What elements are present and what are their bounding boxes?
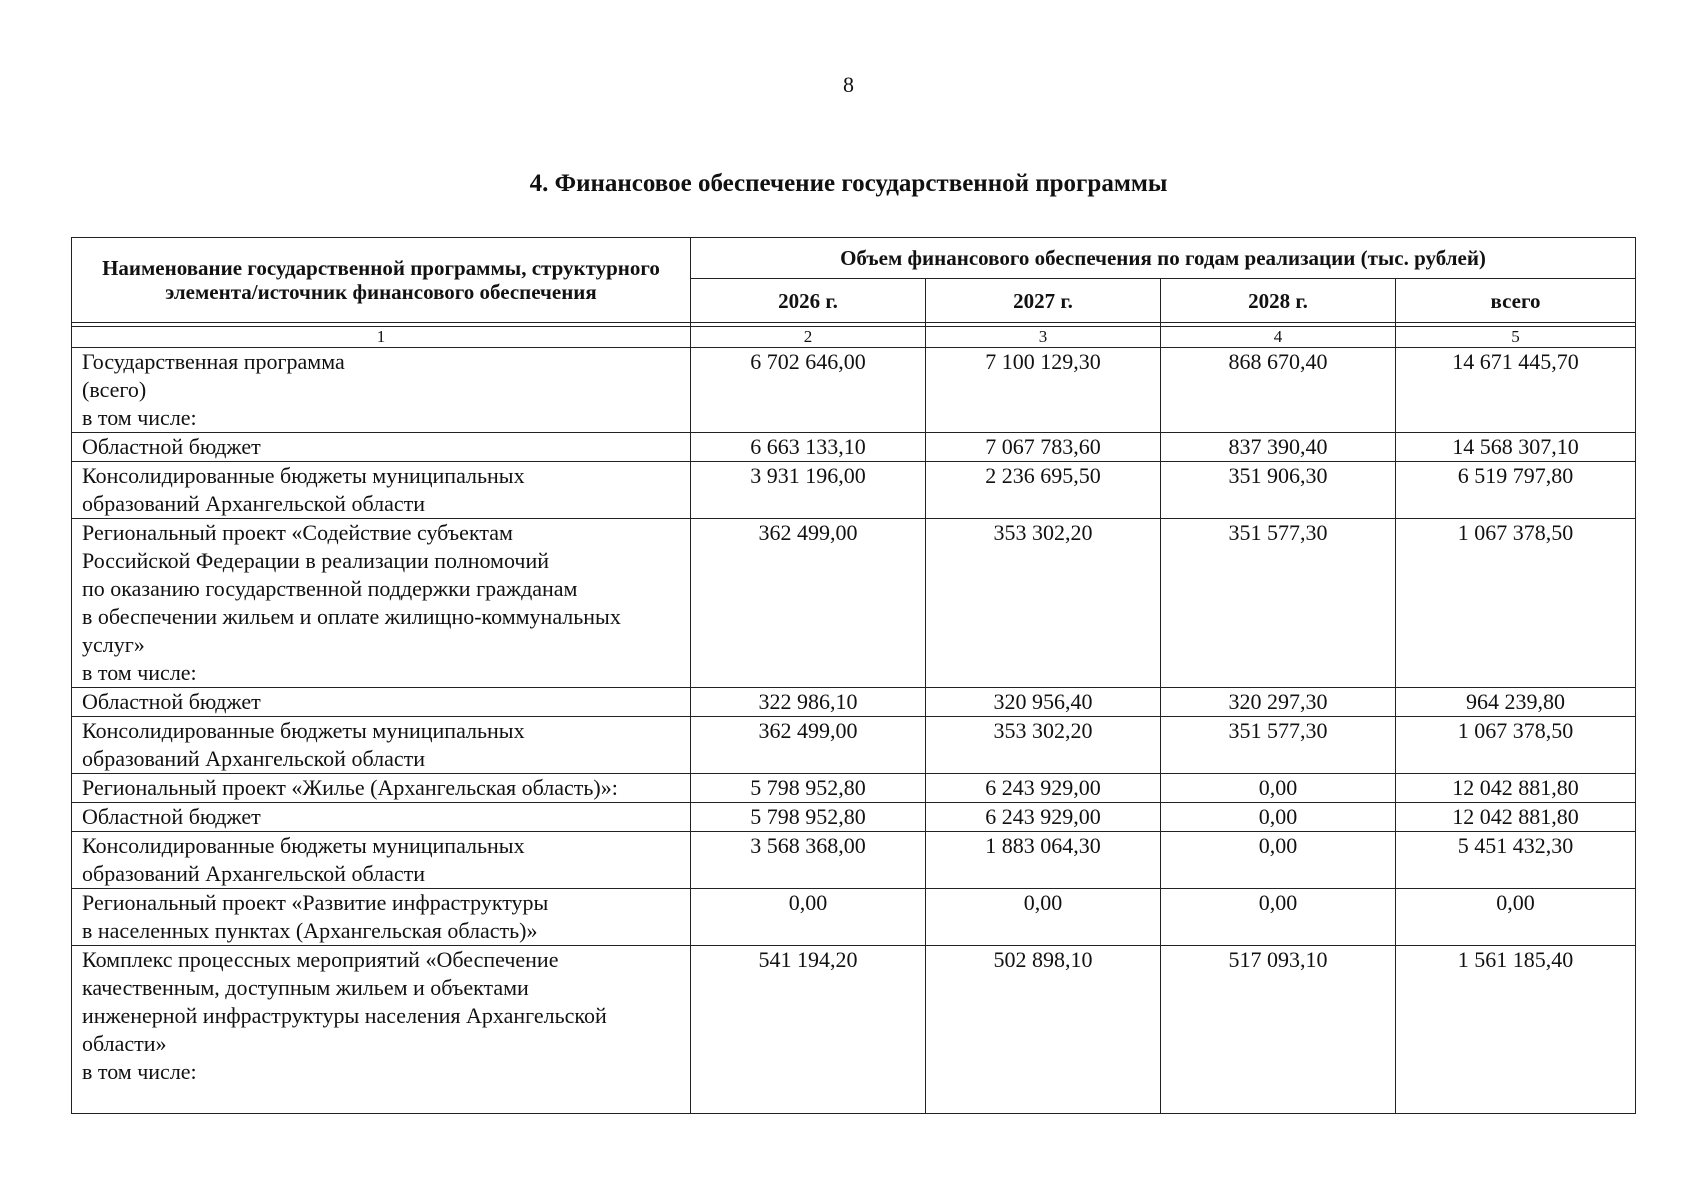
row-name: Региональный проект «Развитие инфраструктуры в населенных пунктах (Архангельская область)» — [72, 889, 691, 946]
value-total: 14 671 445,70 — [1396, 348, 1636, 433]
row-name: Консолидированные бюджеты муниципальных образований Архангельской области — [72, 462, 691, 519]
value-2026: 5 798 952,80 — [691, 774, 926, 803]
row-name: Консолидированные бюджеты муниципальных образований Архангельской области — [72, 717, 691, 774]
column-number: 5 — [1396, 327, 1636, 348]
row-name: Областной бюджет — [72, 803, 691, 832]
value-2028: 0,00 — [1161, 774, 1396, 803]
value-2028: 0,00 — [1161, 803, 1396, 832]
value-2028: 837 390,40 — [1161, 433, 1396, 462]
value-2027: 2 236 695,50 — [926, 462, 1161, 519]
value-2028: 0,00 — [1161, 889, 1396, 946]
value-2027: 353 302,20 — [926, 519, 1161, 688]
value-2026: 0,00 — [691, 889, 926, 946]
value-2026: 362 499,00 — [691, 519, 926, 688]
table-row — [72, 774, 1636, 803]
value-2027: 6 243 929,00 — [926, 774, 1161, 803]
value-2026: 3 931 196,00 — [691, 462, 926, 519]
value-2028: 351 906,30 — [1161, 462, 1396, 519]
value-2027: 320 956,40 — [926, 688, 1161, 717]
table-row — [72, 348, 1636, 433]
value-2026: 3 568 368,00 — [691, 832, 926, 889]
value-2026: 541 194,20 — [691, 946, 926, 1114]
financing-table — [71, 237, 1636, 1114]
section-title: 4. Финансовое обеспечение государственной программы — [529, 170, 1168, 197]
value-2027: 1 883 064,30 — [926, 832, 1161, 889]
header-name-column: Наименование государственной программы, структурного элемента/источник финансового обеспечения — [72, 238, 691, 323]
value-total: 12 042 881,80 — [1396, 774, 1636, 803]
row-name: Консолидированные бюджеты муниципальных образований Архангельской области — [72, 832, 691, 889]
table-row — [72, 803, 1636, 832]
row-name: Региональный проект «Содействие субъектам Российской Федерации в реализации полномочий по оказанию государственной поддержки гражданам в обеспечении жильем и оплате жилищно-коммунальных услуг» в том числе: — [72, 519, 691, 688]
table-row — [72, 946, 1636, 1114]
table-row — [72, 832, 1636, 889]
value-total: 964 239,80 — [1396, 688, 1636, 717]
value-2026: 6 702 646,00 — [691, 348, 926, 433]
value-2026: 6 663 133,10 — [691, 433, 926, 462]
value-2027: 6 243 929,00 — [926, 803, 1161, 832]
row-name: Государственная программа (всего) в том числе: — [72, 348, 691, 433]
value-2027: 7 067 783,60 — [926, 433, 1161, 462]
value-2028: 0,00 — [1161, 832, 1396, 889]
table-row — [72, 889, 1636, 946]
value-2027: 7 100 129,30 — [926, 348, 1161, 433]
value-total: 14 568 307,10 — [1396, 433, 1636, 462]
value-2027: 502 898,10 — [926, 946, 1161, 1114]
column-number: 2 — [691, 327, 926, 348]
header-volume-column: Объем финансового обеспечения по годам реализации (тыс. рублей) — [691, 238, 1636, 279]
value-total: 12 042 881,80 — [1396, 803, 1636, 832]
value-2026: 362 499,00 — [691, 717, 926, 774]
column-number: 1 — [72, 327, 691, 348]
value-2027: 353 302,20 — [926, 717, 1161, 774]
value-total: 6 519 797,80 — [1396, 462, 1636, 519]
row-name: Региональный проект «Жилье (Архангельская область)»: — [72, 774, 691, 803]
column-numbers-row — [72, 327, 1636, 348]
row-name: Областной бюджет — [72, 688, 691, 717]
page-number: 8 — [843, 72, 854, 97]
value-2026: 322 986,10 — [691, 688, 926, 717]
header-year-2026: 2026 г. — [691, 279, 926, 323]
table-row — [72, 433, 1636, 462]
column-number: 3 — [926, 327, 1161, 348]
value-total: 1 561 185,40 — [1396, 946, 1636, 1114]
row-name: Комплекс процессных мероприятий «Обеспечение качественным, доступным жильем и объектами инженерной инфраструктуры населения Архангельской области» в том числе: — [72, 946, 691, 1114]
value-2028: 351 577,30 — [1161, 519, 1396, 688]
table-row — [72, 717, 1636, 774]
value-2028: 320 297,30 — [1161, 688, 1396, 717]
table-row — [72, 462, 1636, 519]
row-name: Областной бюджет — [72, 433, 691, 462]
value-total: 5 451 432,30 — [1396, 832, 1636, 889]
header-year-2027: 2027 г. — [926, 279, 1161, 323]
value-2026: 5 798 952,80 — [691, 803, 926, 832]
value-2027: 0,00 — [926, 889, 1161, 946]
table-row — [72, 519, 1636, 688]
header-year-2028: 2028 г. — [1161, 279, 1396, 323]
column-number: 4 — [1161, 327, 1396, 348]
value-total: 1 067 378,50 — [1396, 519, 1636, 688]
value-total: 1 067 378,50 — [1396, 717, 1636, 774]
value-2028: 351 577,30 — [1161, 717, 1396, 774]
table-row — [72, 688, 1636, 717]
value-total: 0,00 — [1396, 889, 1636, 946]
header-total: всего — [1396, 279, 1636, 323]
value-2028: 868 670,40 — [1161, 348, 1396, 433]
value-2028: 517 093,10 — [1161, 946, 1396, 1114]
